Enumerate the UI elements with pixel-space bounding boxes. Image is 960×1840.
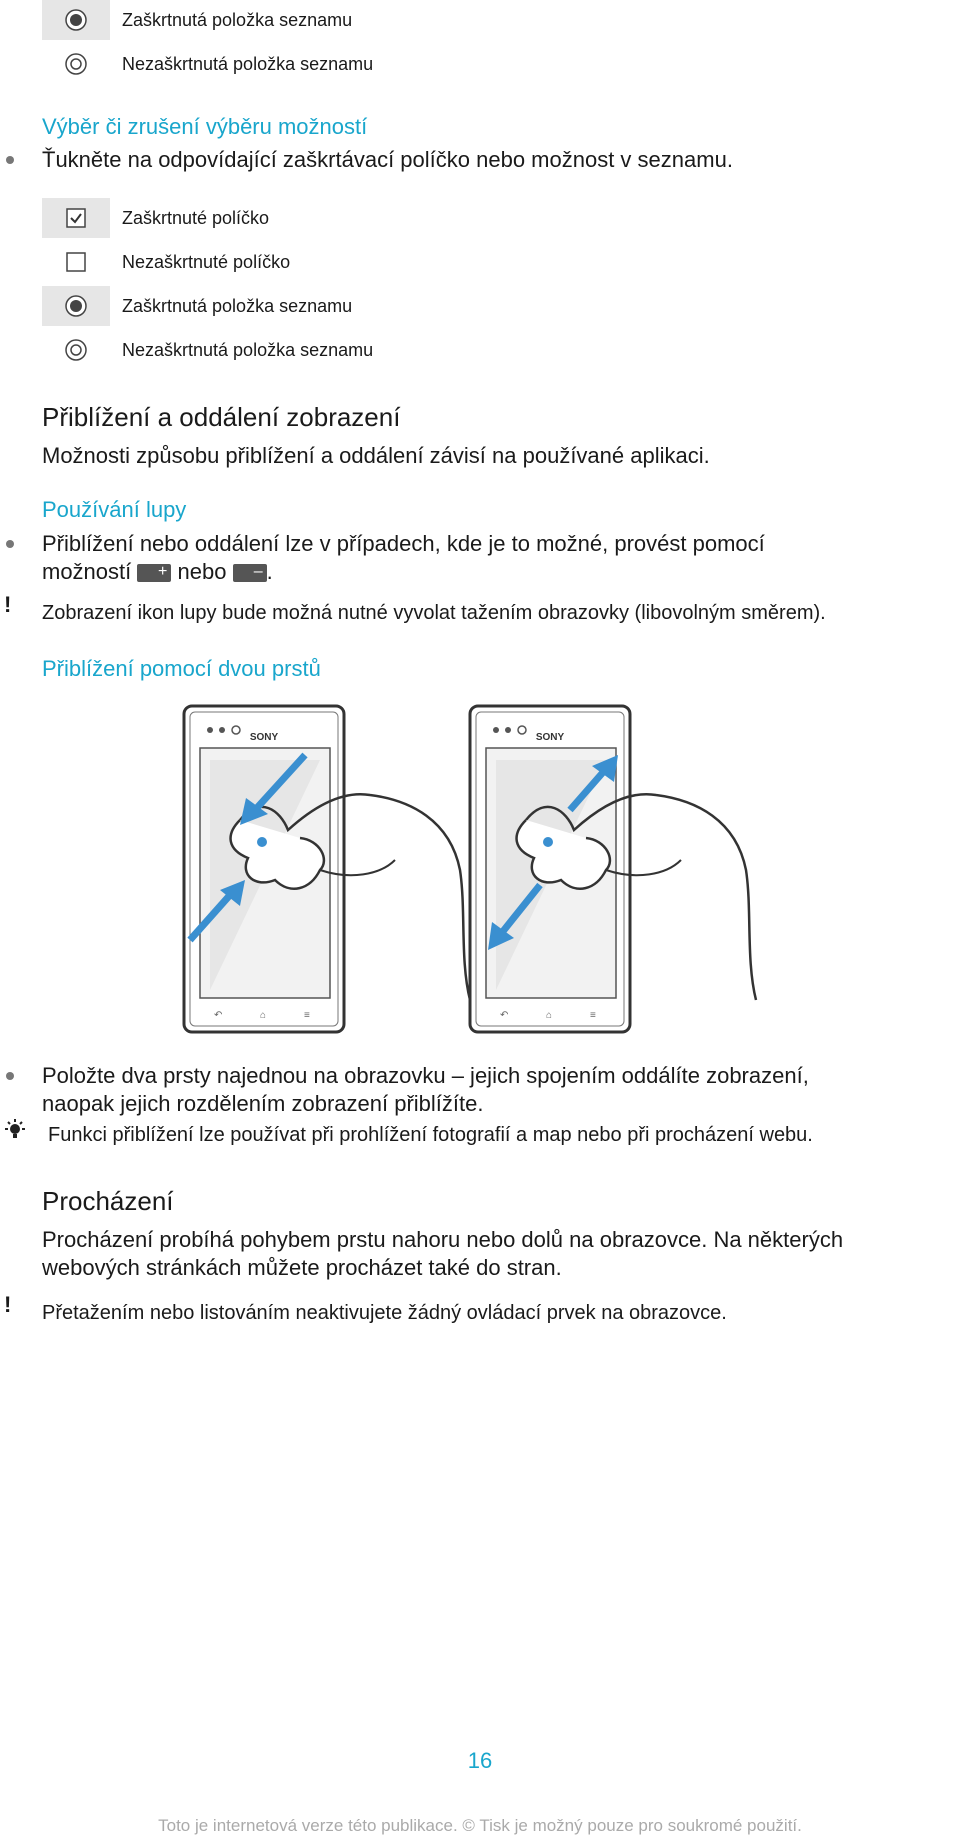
radio-unchecked-icon (42, 330, 110, 370)
list-item-label: Zaškrtnutá položka seznamu (122, 295, 353, 316)
subsection-heading: Používání lupy (42, 497, 187, 522)
bullet-text: Přiblížení nebo oddálení lze v případech, kde je to možné, provést pomocí (42, 531, 765, 556)
list-item (42, 44, 373, 84)
pinch-zoom-illustration (170, 700, 860, 1040)
phone-pinch-out (470, 706, 756, 1032)
warning-icon: ! (4, 592, 12, 617)
bullet (6, 156, 14, 164)
svg-text:↶: ↶ (500, 1010, 509, 1021)
radio-checked-icon (42, 0, 110, 40)
radio-unchecked-icon (42, 44, 110, 84)
list-item (42, 286, 352, 326)
list-item (42, 242, 290, 282)
subsection-heading: Přiblížení pomocí dvou prstů (42, 656, 321, 681)
note-text: Zobrazení ikon lupy bude možná nutné vyvolat tažením obrazovky (libovolným směrem). (42, 602, 826, 624)
checkbox-checked-icon (42, 198, 110, 238)
tip-text: Funkci přiblížení lze používat při prohlížení fotografií a map nebo při procházení webu. (48, 1124, 813, 1146)
zoom-in-glyph: + (158, 563, 168, 580)
warning-icon: ! (4, 1292, 12, 1317)
zoom-out-glyph: – (253, 563, 263, 580)
bullet-text: Položte dva prsty najednou na obrazovku – jejich spojením oddálíte zobrazení, (42, 1063, 809, 1088)
phone-brand: SONY (535, 732, 565, 743)
section-body-line2: webových stránkách můžete procházet také do stran. (42, 1255, 562, 1280)
svg-text:≡: ≡ (304, 1010, 310, 1021)
zoom-out-icon (233, 564, 267, 582)
phone-brand: SONY (249, 732, 279, 743)
section-heading: Výběr či zrušení výběru možností (42, 114, 368, 139)
checkbox-unchecked-icon (42, 242, 110, 282)
section-intro: Možnosti způsobu přiblížení a oddálení závisí na používané aplikaci. (42, 443, 710, 468)
page-number: 16 (467, 1748, 493, 1773)
list-item (42, 330, 373, 370)
note-text: Přetažením nebo listováním neaktivujete žádný ovládací prvek na obrazovce. (42, 1302, 727, 1324)
list-item-label: Zaškrtnuté políčko (122, 207, 270, 228)
svg-text:↶: ↶ (214, 1010, 223, 1021)
bullet-text-line2 (42, 558, 273, 586)
phone-pinch-in (184, 706, 470, 1032)
bullet-end: . (266, 559, 273, 584)
footer-notice: Toto je internetová verze této publikace. © Tisk je možný pouze pro soukromé použití. (158, 1816, 802, 1835)
bullet (6, 1072, 14, 1080)
zoom-in-icon (137, 564, 171, 582)
list-item (42, 0, 352, 40)
section-title: Přiblížení a oddálení zobrazení (42, 402, 401, 432)
bullet (6, 540, 14, 548)
svg-text:⌂: ⌂ (260, 1010, 267, 1021)
svg-text:≡: ≡ (590, 1010, 596, 1021)
list-item-label: Nezaškrtnutá položka seznamu (122, 339, 374, 360)
bullet-text-line2: naopak jejich rozdělením zobrazení přiblížíte. (42, 1091, 484, 1116)
list-item-label: Nezaškrtnutá položka seznamu (122, 53, 374, 74)
svg-text:⌂: ⌂ (546, 1010, 553, 1021)
bullet-pre: možností (42, 559, 132, 584)
bullet-mid: nebo (177, 559, 227, 584)
bullet-text: Ťukněte na odpovídající zaškrtávací políčko nebo možnost v seznamu. (42, 147, 733, 172)
list-item-label: Zaškrtnutá položka seznamu (122, 9, 353, 30)
lightbulb-icon (2, 1118, 28, 1144)
section-title: Procházení (42, 1186, 174, 1216)
list-item (42, 198, 269, 238)
radio-checked-icon (42, 286, 110, 326)
list-item-label: Nezaškrtnuté políčko (122, 251, 291, 272)
section-body: Procházení probíhá pohybem prstu nahoru nebo dolů na obrazovce. Na některých (42, 1227, 844, 1252)
